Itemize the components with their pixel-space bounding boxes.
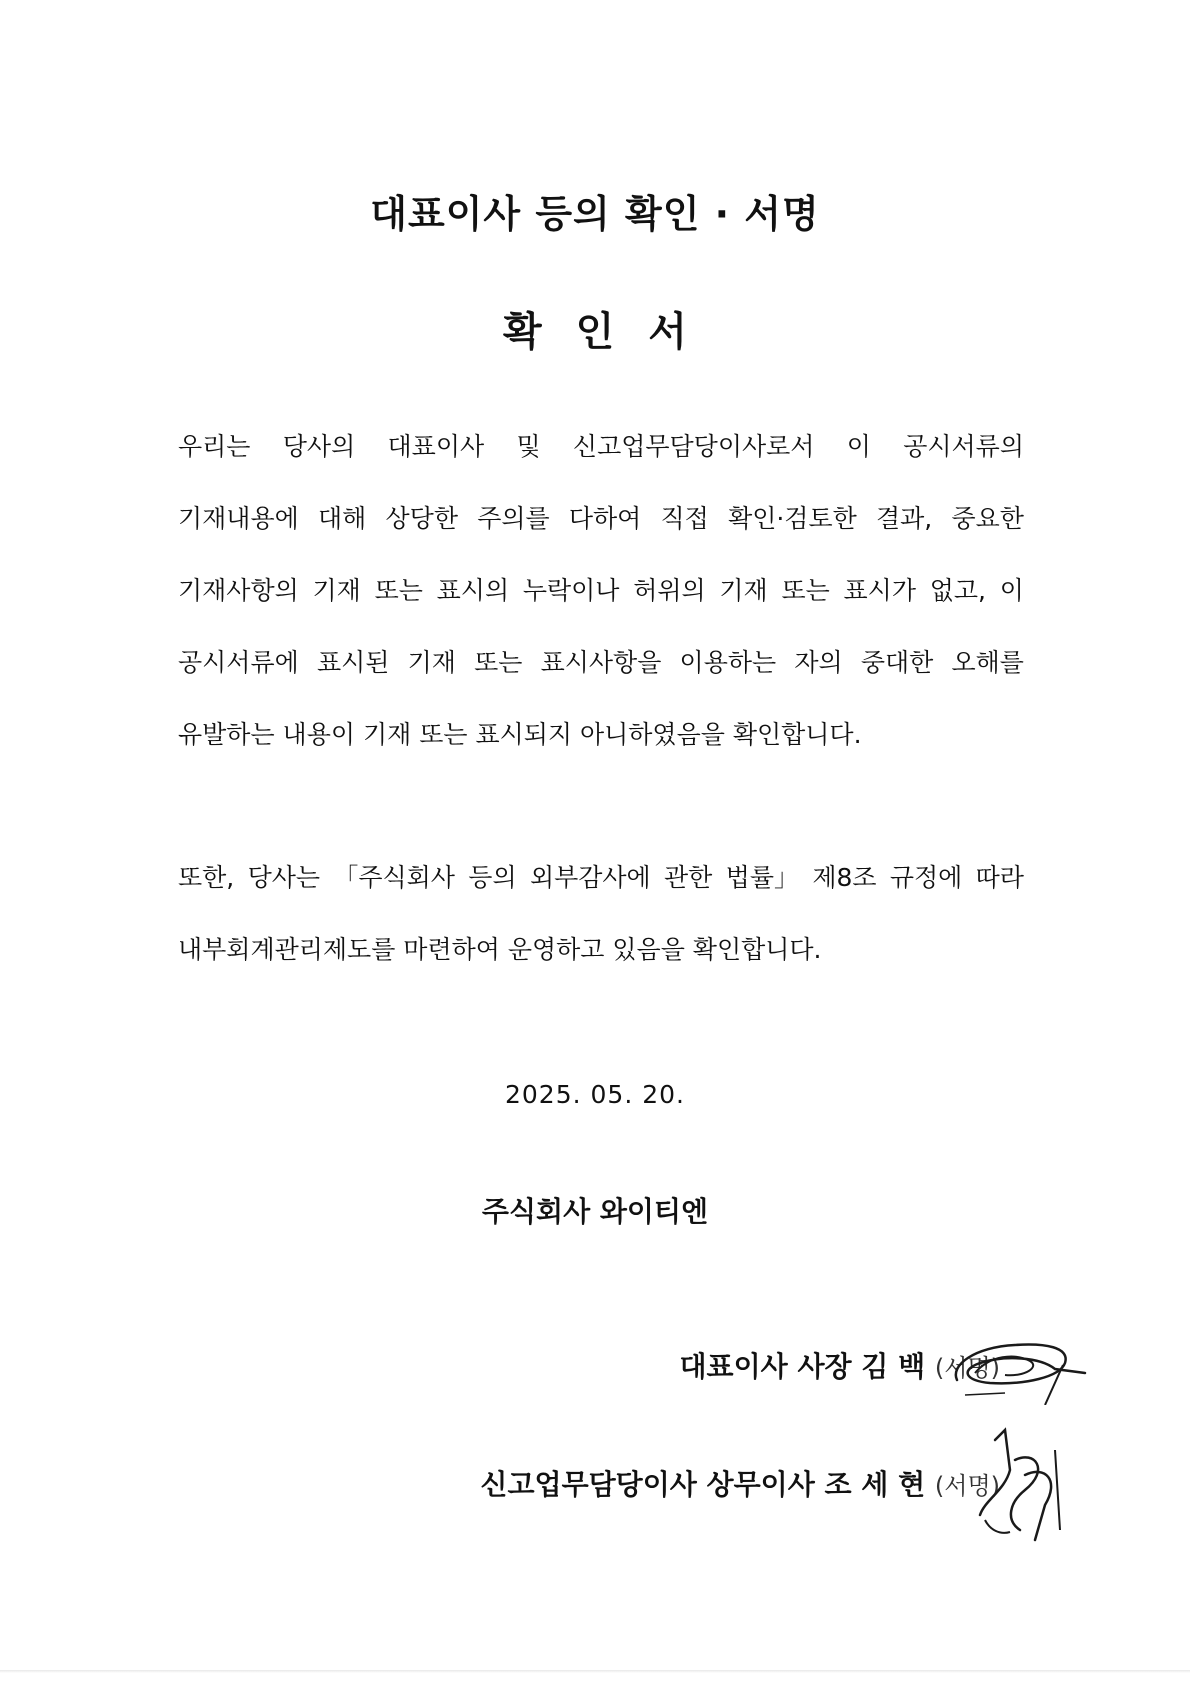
word: 허위의 — [633, 576, 706, 605]
word: 없고, — [929, 576, 986, 605]
word: 공시서류에 — [178, 648, 299, 677]
word: 표시가 — [843, 576, 916, 605]
paragraph1-line-4 — [178, 646, 1024, 680]
word: 외부감사에 — [529, 863, 651, 892]
word: 누락이나 — [522, 576, 620, 605]
word: 또는 — [781, 576, 830, 605]
paragraph2-line-1 — [178, 861, 1024, 895]
paragraph1-line-2 — [178, 502, 1024, 536]
word: 법률」 — [725, 863, 799, 892]
word: 자의 — [794, 648, 843, 677]
word: 확인·검토한 — [728, 504, 857, 533]
word: 오해를 — [951, 648, 1024, 677]
word: 당사의 — [282, 432, 356, 461]
word: 표시된 — [316, 648, 390, 677]
paragraph2-line-2: 내부회계관리제도를 마련하여 운영하고 있음을 확인합니다. — [178, 935, 822, 964]
paragraph1-line-3 — [178, 574, 1024, 608]
word: 이 — [846, 432, 871, 461]
scan-bottom-edge — [0, 1670, 1190, 1673]
word: 이용하는 — [679, 648, 777, 677]
word: 표시의 — [436, 576, 510, 605]
word: 기재사항의 — [178, 576, 299, 605]
word: 따라 — [975, 863, 1024, 892]
word: 직접 — [660, 504, 709, 533]
word: 「주식회사 — [333, 863, 455, 892]
word: 다하여 — [568, 504, 642, 533]
signer-ceo — [680, 1345, 1001, 1385]
word: 표시사항을 — [540, 648, 662, 677]
word: 규정에 — [889, 863, 963, 892]
word: 기재 — [719, 576, 768, 605]
word: 기재 — [407, 648, 456, 677]
document-title: 대표이사 등의 확인 · 서명 — [370, 192, 820, 236]
word: 우리는 — [178, 432, 251, 461]
word: 또한, — [178, 863, 235, 892]
document-date: 2025. 05. 20. — [505, 1080, 685, 1109]
signer-reporting-director — [480, 1463, 1000, 1503]
paragraph1-line-1 — [178, 430, 1024, 464]
word: 중대한 — [860, 648, 934, 677]
signer-ceo-seal-label: (서명) — [934, 1354, 1000, 1382]
word: 또는 — [474, 648, 523, 677]
word: 및 — [516, 432, 541, 461]
word: 관한 — [664, 863, 713, 892]
signer-ceo-name: 대표이사 사장 김 백 — [679, 1350, 926, 1383]
document-subtitle: 확인서 — [503, 309, 721, 355]
word: 제8조 — [812, 863, 877, 892]
word: 중요한 — [951, 504, 1024, 533]
word: 대해 — [317, 504, 367, 533]
word: 결과, — [875, 504, 933, 533]
word: 이 — [999, 576, 1024, 605]
signer-director-name: 신고업무담당이사 상무이사 조 세 현 — [480, 1468, 926, 1501]
word: 주의를 — [477, 504, 550, 533]
word: 기재내용에 — [178, 504, 299, 533]
word: 또는 — [374, 576, 423, 605]
company-name: 주식회사 와이티엔 — [481, 1195, 709, 1228]
word: 신고업무담당이사로서 — [572, 432, 815, 461]
paragraph1-line-5: 유발하는 내용이 기재 또는 표시되지 아니하였음을 확인합니다. — [178, 720, 862, 749]
word: 공시서류의 — [903, 432, 1024, 461]
word: 기재 — [312, 576, 361, 605]
word: 당사는 — [247, 863, 321, 892]
signer-director-seal-label: (서명) — [934, 1472, 1000, 1500]
word: 상당한 — [385, 504, 458, 533]
word: 등의 — [468, 863, 517, 892]
word: 대표이사 — [387, 432, 485, 461]
